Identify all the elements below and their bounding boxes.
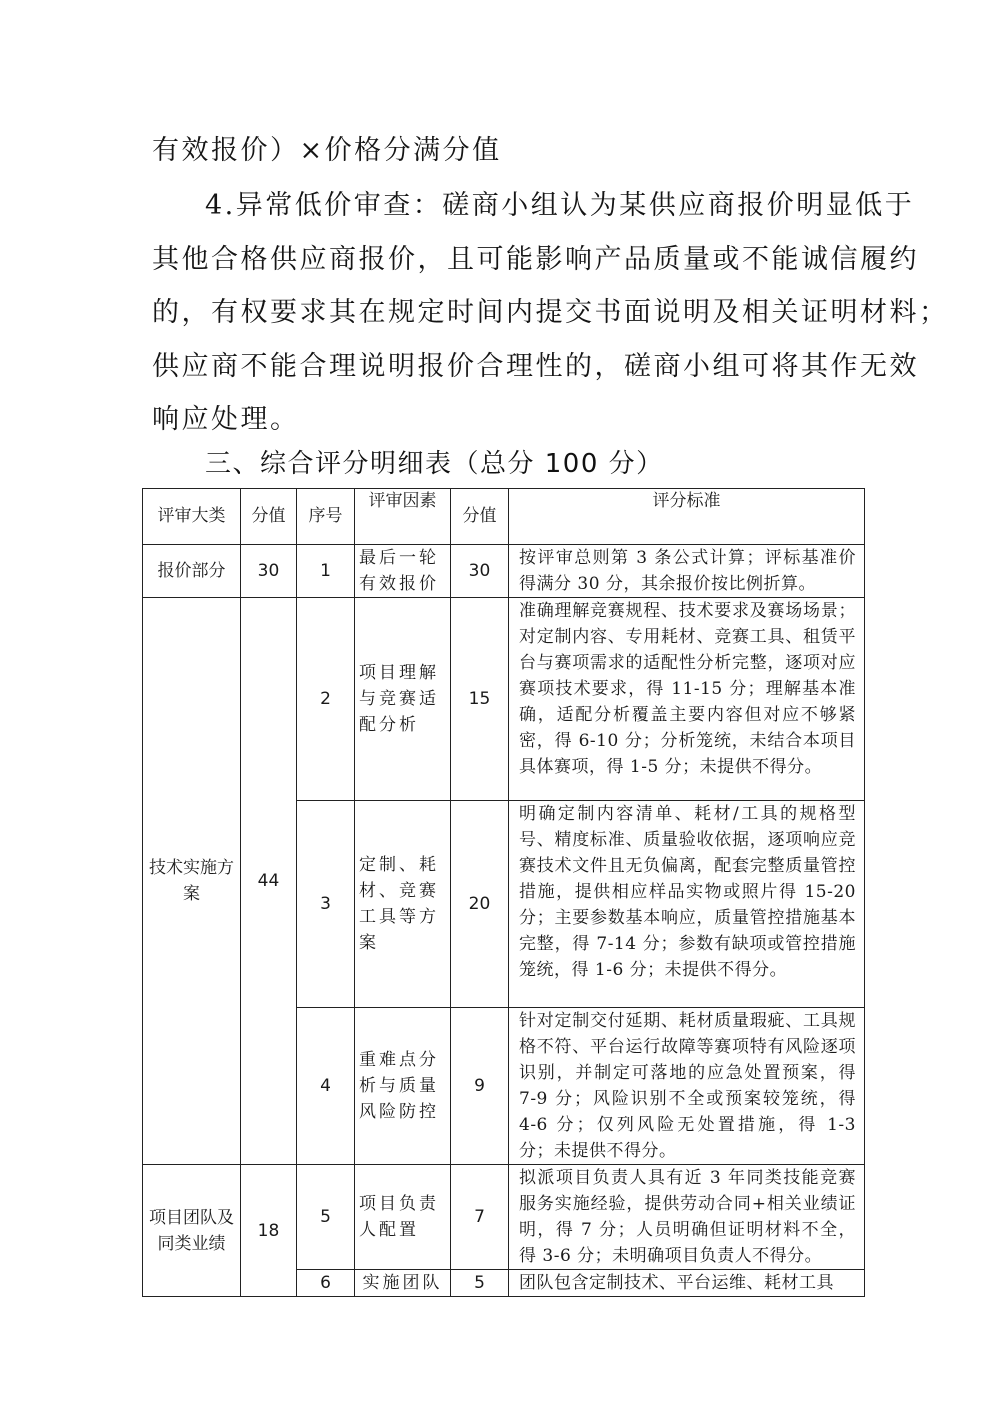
paragraph-line: 4.异常低价审查：磋商小组认为某供应商报价明显低于 [205, 190, 915, 221]
category-score: 44 [241, 598, 297, 1165]
row-factor: 最后一轮有效报价 [355, 545, 451, 598]
row-score: 5 [451, 1270, 509, 1297]
header-index: 序号 [297, 489, 355, 545]
paragraph-line: 其他合格供应商报价，且可能影响产品质量或不能诚信履约 [152, 244, 919, 275]
row-factor: 定制、耗材、竞赛工具等方案 [355, 801, 451, 1008]
row-criteria: 针对定制交付延期、耗材质量瑕疵、工具规格不符、平台运行故障等赛项特有风险逐项识别，并制定可落地的应急处置预案，得 7-9 分；风险识别不全或预案较笼统，得 4-6 分；仅列风险无处置措施，得 1-3 分；未提供不得分。 [509, 1008, 865, 1165]
row-score: 7 [451, 1165, 509, 1270]
row-criteria: 准确理解竞赛规程、技术要求及赛场场景；对定制内容、专用耗材、竞赛工具、租赁平台与赛项需求的适配性分析完整，逐项对应赛项技术要求，得 11-15 分；理解基本准确，适配分析覆盖主要内容但对应不够紧密，得 6-10 分；分析笼统，未结合本项目具体赛项，得 1-5 分；未提供不得分。 [509, 598, 865, 801]
category-score: 18 [241, 1165, 297, 1297]
row-index: 4 [297, 1008, 355, 1165]
section-title: 三、综合评分明细表（总分 100 分） [205, 449, 664, 479]
row-score: 30 [451, 545, 509, 598]
header-category-score: 分值 [241, 489, 297, 545]
category-name: 技术实施方案 [143, 598, 241, 1165]
row-index: 3 [297, 801, 355, 1008]
row-factor: 实施团队 [355, 1270, 451, 1297]
header-factor: 评审因素 [355, 489, 451, 545]
row-criteria: 明确定制内容清单、耗材/工具的规格型号、精度标准、质量验收依据，逐项响应竞赛技术文件且无负偏离，配套完整质量管控措施，提供相应样品实物或照片得 15-20 分；主要参数基本响应，质量管控措施基本完整，得 7-14 分；参数有缺项或管控措施笼统，得 1-6 分；未提供不得分。 [509, 801, 865, 1008]
scoring-table [142, 488, 865, 1297]
header-factor-score: 分值 [451, 489, 509, 545]
row-criteria: 拟派项目负责人具有近 3 年同类技能竞赛服务实施经验，提供劳动合同+相关业绩证明，得 7 分；人员明确但证明材料不全，得 3-6 分；未明确项目负责人不得分。 [509, 1165, 865, 1270]
category-name: 报价部分 [143, 545, 241, 598]
table-header-row [143, 489, 865, 545]
table-row [143, 598, 865, 801]
paragraph-line: 的，有权要求其在规定时间内提交书面说明及相关证明材料； [152, 297, 949, 328]
row-criteria: 按评审总则第 3 条公式计算；评标基准价得满分 30 分，其余报价按比例折算。 [509, 545, 865, 598]
paragraph-line: 供应商不能合理说明报价合理性的，磋商小组可将其作无效 [152, 351, 919, 382]
row-factor: 项目负责人配置 [355, 1165, 451, 1270]
row-factor: 项目理解与竞赛适配分析 [355, 598, 451, 801]
row-factor: 重难点分析与质量风险防控 [355, 1008, 451, 1165]
row-criteria: 团队包含定制技术、平台运维、耗材工具 [509, 1270, 865, 1297]
paragraph-line: 有效报价）×价格分满分值 [152, 135, 502, 166]
row-score: 15 [451, 598, 509, 801]
category-name: 项目团队及同类业绩 [143, 1165, 241, 1297]
row-index: 6 [297, 1270, 355, 1297]
paragraph-line: 响应处理。 [152, 404, 300, 435]
row-index: 2 [297, 598, 355, 801]
row-score: 20 [451, 801, 509, 1008]
row-index: 1 [297, 545, 355, 598]
header-category: 评审大类 [143, 489, 241, 545]
header-criteria: 评分标准 [509, 489, 865, 545]
row-score: 9 [451, 1008, 509, 1165]
table-row [143, 1165, 865, 1270]
category-score: 30 [241, 545, 297, 598]
row-index: 5 [297, 1165, 355, 1270]
table-row [143, 545, 865, 598]
